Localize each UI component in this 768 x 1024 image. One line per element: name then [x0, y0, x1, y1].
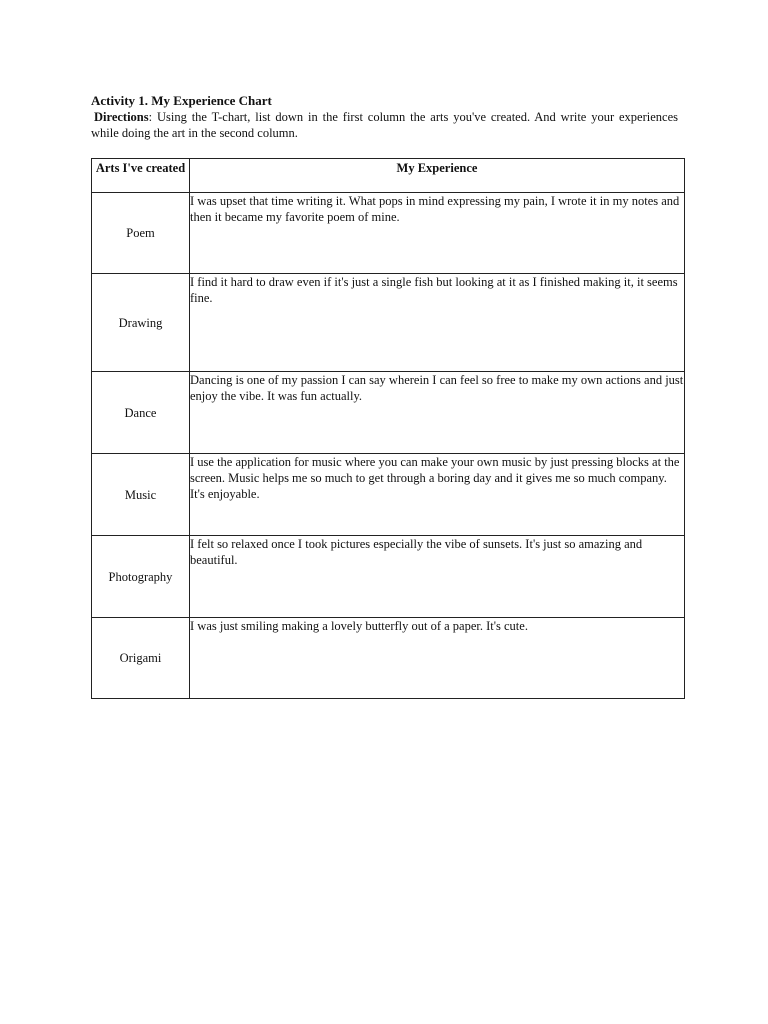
table-row: [92, 454, 685, 536]
experience-cell-dance: Dancing is one of my passion I can say wherein I can feel so free to make my own actions and just enjoy the vibe. It was fun actually.: [190, 372, 685, 454]
experience-cell-photography: I felt so relaxed once I took pictures especially the vibe of sunsets. It's just so amazing and beautiful.: [190, 536, 685, 618]
art-cell-music: Music: [92, 454, 190, 536]
art-cell-poem: Poem: [92, 193, 190, 274]
table-header-row: [92, 159, 685, 193]
art-cell-drawing: Drawing: [92, 274, 190, 372]
directions-text: : Using the T-chart, list down in the first column the arts you've created. And write your experiences while doing the art in the second column.: [91, 110, 678, 140]
art-cell-photography: Photography: [92, 536, 190, 618]
experience-cell-drawing: I find it hard to draw even if it's just a single fish but looking at it as I finished making it, it seems fine.: [190, 274, 685, 372]
art-cell-dance: Dance: [92, 372, 190, 454]
experience-cell-origami: I was just smiling making a lovely butterfly out of a paper. It's cute.: [190, 618, 685, 699]
directions-label: Directions: [94, 110, 149, 124]
art-cell-origami: Origami: [92, 618, 190, 699]
experience-t-chart: [91, 158, 685, 699]
table-row: [92, 618, 685, 699]
experience-cell-poem: I was upset that time writing it. What pops in mind expressing my pain, I wrote it in my notes and then it became my favorite poem of mine.: [190, 193, 685, 274]
header-arts-created: Arts I've created: [92, 159, 190, 193]
table-row: [92, 536, 685, 618]
table-row: [92, 372, 685, 454]
directions-paragraph: [91, 109, 678, 141]
experience-cell-music: I use the application for music where you can make your own music by just pressing blocks at the screen. Music helps me so much to get through a boring day and it gives me so much company. It's enjoyable.: [190, 454, 685, 536]
activity-title: Activity 1. My Experience Chart: [91, 93, 272, 108]
table-row: [92, 274, 685, 372]
table-row: [92, 193, 685, 274]
header-my-experience: My Experience: [190, 159, 685, 193]
